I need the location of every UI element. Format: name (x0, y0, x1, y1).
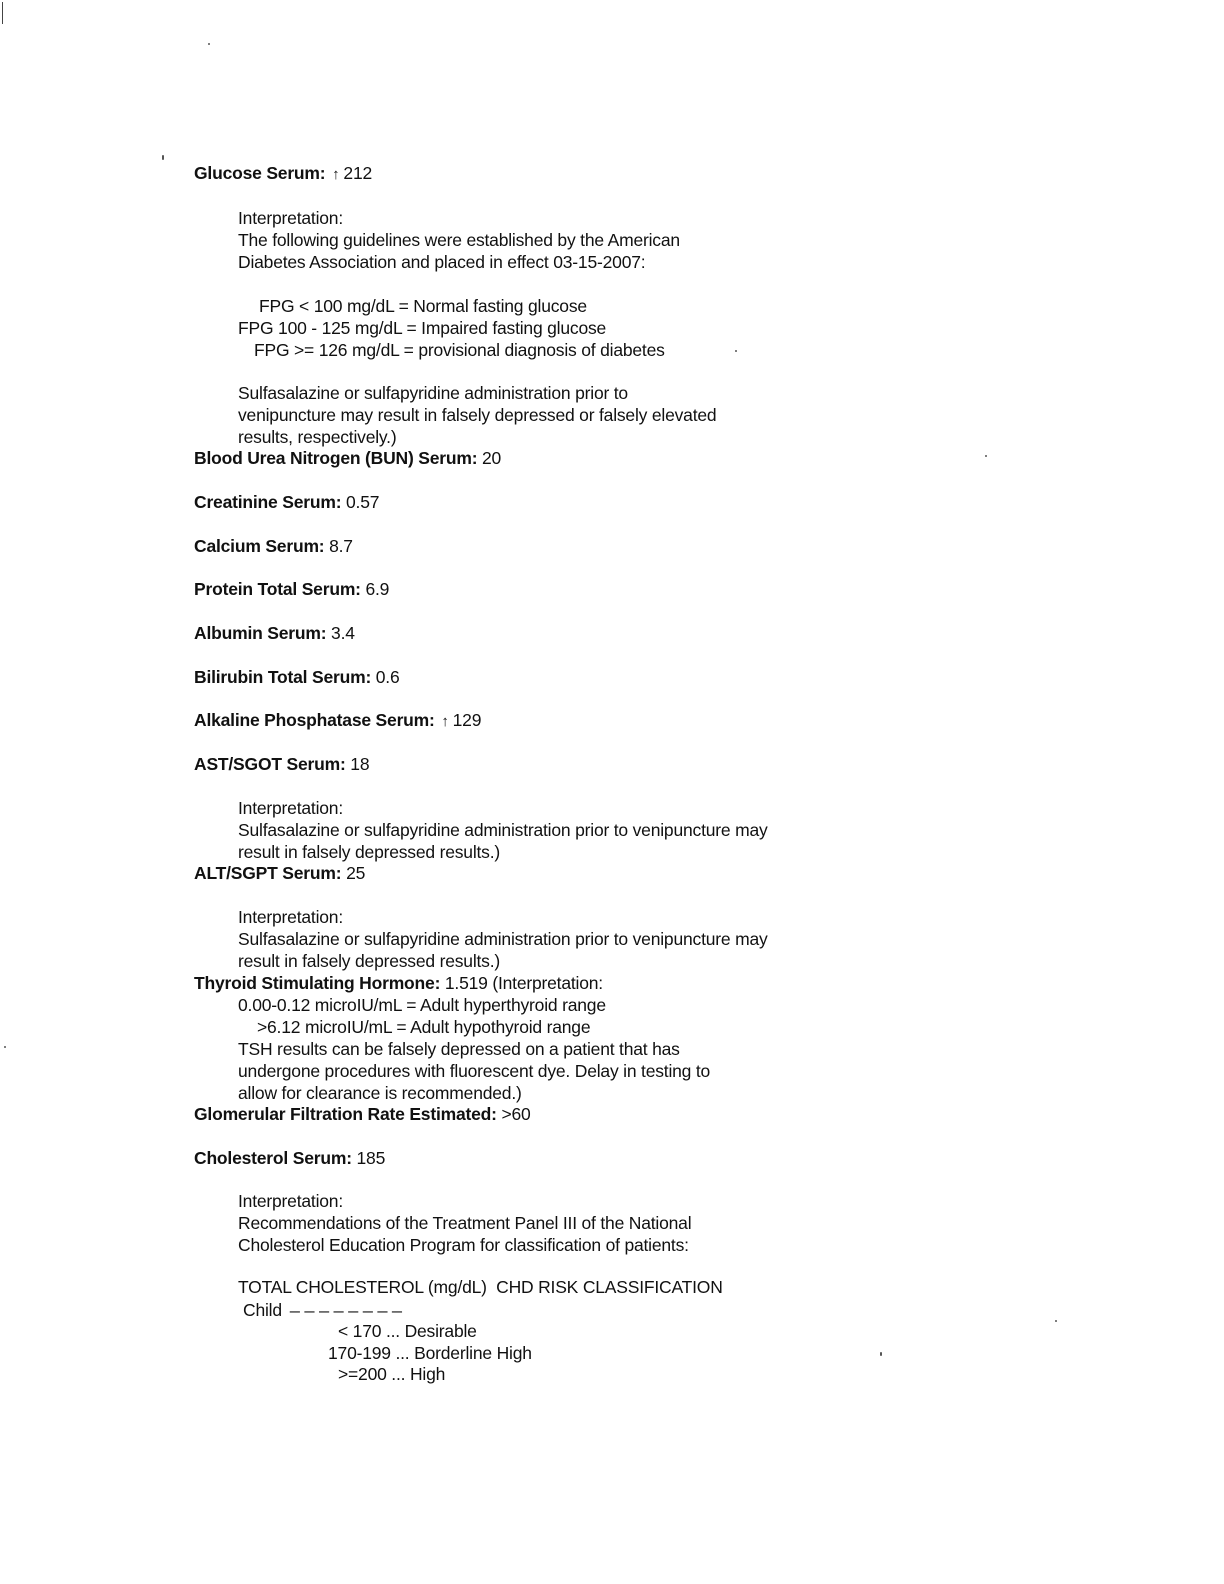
high-flag-icon: ↑ (332, 166, 340, 183)
interpretation-heading: Interpretation: (238, 1191, 343, 1211)
interpretation-line: allow for clearance is recommended.) (238, 1083, 522, 1103)
scan-speck (880, 1352, 882, 1356)
interpretation-note-line: Sulfasalazine or sulfapyridine administration prior to (238, 383, 628, 403)
interpretation-line: Sulfasalazine or sulfapyridine administration prior to venipuncture may (238, 929, 768, 949)
glucose-value: 212 (343, 163, 373, 183)
creatinine-result (194, 491, 379, 513)
interpretation-note-line: results, respectively.) (238, 427, 397, 447)
bun-value: 20 (482, 448, 502, 468)
albumin-label: Albumin Serum: (194, 623, 327, 643)
tsh-value: 1.519 (Interpretation: (444, 973, 603, 993)
cholesterol-result (194, 1147, 385, 1169)
interpretation-line: Recommendations of the Treatment Panel III of the National (238, 1213, 692, 1233)
alk-phos-value: 129 (452, 710, 482, 730)
cholesterol-value: 185 (356, 1148, 386, 1168)
scan-speck (4, 1046, 6, 1048)
protein-value: 6.9 (365, 579, 390, 599)
scan-speck (208, 43, 210, 45)
protein-result (194, 578, 389, 600)
interpretation-note-line: venipuncture may result in falsely depressed or falsely elevated (238, 405, 717, 425)
cholesterol-table-header: TOTAL CHOLESTEROL (mg/dL) CHD RISK CLASSIFICATION (238, 1277, 723, 1297)
cholesterol-risk-row: < 170 ... Desirable (338, 1321, 477, 1341)
interpretation-heading: Interpretation: (238, 907, 343, 927)
cholesterol-group-label: Child (243, 1300, 282, 1320)
interpretation-line: Cholesterol Education Program for classification of patients: (238, 1235, 689, 1255)
glucose-range-line: FPG < 100 mg/dL = Normal fasting glucose (259, 296, 587, 316)
ast-label: AST/SGOT Serum: (194, 754, 346, 774)
bilirubin-label: Bilirubin Total Serum: (194, 667, 372, 687)
alk-phos-result (194, 709, 481, 733)
calcium-value: 8.7 (329, 536, 353, 556)
interpretation-line: result in falsely depressed results.) (238, 951, 501, 971)
bun-result (194, 447, 501, 469)
tsh-range-line: 0.00-0.12 microIU/mL = Adult hyperthyroid range (238, 995, 606, 1015)
scan-speck (162, 155, 164, 160)
scan-speck (1055, 1320, 1057, 1322)
glucose-range-line: FPG 100 - 125 mg/dL = Impaired fasting glucose (238, 318, 607, 338)
scan-speck (985, 455, 987, 457)
alt-value: 25 (346, 863, 366, 883)
interpretation-line: TSH results can be falsely depressed on a patient that has (238, 1039, 680, 1059)
interpretation-heading: Interpretation: (238, 798, 343, 818)
alt-label: ALT/SGPT Serum: (194, 863, 342, 883)
tsh-label: Thyroid Stimulating Hormone: (194, 973, 441, 993)
cholesterol-risk-row: >=200 ... High (338, 1364, 446, 1384)
bun-label: Blood Urea Nitrogen (BUN) Serum: (194, 448, 478, 468)
cholesterol-group-dashes: _ _ _ _ _ _ _ _ (290, 1293, 402, 1313)
gfr-value: >60 (501, 1104, 531, 1124)
glucose-result (194, 162, 372, 186)
scan-speck (735, 350, 737, 352)
scan-mark (2, 2, 3, 24)
glucose-label: Glucose Serum: (194, 163, 326, 183)
interpretation-line: Diabetes Association and placed in effect 03-15-2007: (238, 252, 646, 272)
calcium-result (194, 535, 353, 557)
protein-label: Protein Total Serum: (194, 579, 361, 599)
gfr-label: Glomerular Filtration Rate Estimated: (194, 1104, 497, 1124)
tsh-range-line: >6.12 microIU/mL = Adult hypothyroid range (257, 1017, 591, 1037)
alt-result (194, 862, 365, 884)
ast-value: 18 (350, 754, 370, 774)
alk-phos-label: Alkaline Phosphatase Serum: (194, 710, 435, 730)
creatinine-value: 0.57 (346, 492, 380, 512)
high-flag-icon: ↑ (441, 713, 449, 730)
bilirubin-value: 0.6 (375, 667, 400, 687)
interpretation-line: undergone procedures with fluorescent dye. Delay in testing to (238, 1061, 711, 1081)
creatinine-label: Creatinine Serum: (194, 492, 342, 512)
interpretation-line: Sulfasalazine or sulfapyridine administration prior to venipuncture may (238, 820, 768, 840)
gfr-result (194, 1103, 531, 1125)
interpretation-line: result in falsely depressed results.) (238, 842, 501, 862)
glucose-range-line: FPG >= 126 mg/dL = provisional diagnosis of diabetes (254, 340, 665, 360)
bilirubin-result (194, 666, 400, 688)
ast-result (194, 753, 369, 775)
cholesterol-risk-row: 170-199 ... Borderline High (328, 1343, 532, 1363)
tsh-result (194, 972, 603, 994)
calcium-label: Calcium Serum: (194, 536, 325, 556)
cholesterol-label: Cholesterol Serum: (194, 1148, 352, 1168)
albumin-result (194, 622, 355, 644)
interpretation-line: The following guidelines were established by the American (238, 230, 680, 250)
albumin-value: 3.4 (331, 623, 355, 643)
interpretation-heading: Interpretation: (238, 208, 343, 228)
